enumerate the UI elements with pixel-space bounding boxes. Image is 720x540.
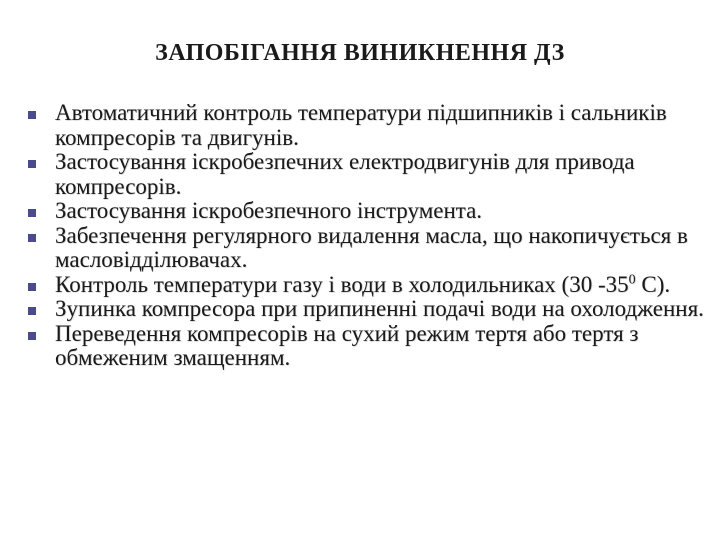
bullet-text-main: Контроль температури газу і води в холодильниках (30 -35 [55, 271, 629, 297]
degree-superscript: 0 [628, 271, 636, 287]
bullet-text: Автоматичний контроль температури підшипників і сальників компресорів та двигунів. [55, 100, 667, 150]
bullet-text-end: С). [635, 271, 671, 297]
square-bullet-icon [28, 111, 36, 119]
square-bullet-icon [28, 234, 36, 242]
bullet-text [55, 272, 670, 297]
square-bullet-icon [28, 209, 36, 217]
bullet-item [28, 224, 718, 273]
bullet-item [28, 297, 718, 322]
bullet-text: Зупинка компресора при припиненні подачі води на охолодження. [55, 296, 704, 321]
bullet-text: Переведення компресорів на сухий режим тертя або тертя з обмеженим змащенням. [55, 320, 639, 370]
bullet-text: Застосування іскробезпечних електродвигунів для привода компресорів. [55, 149, 635, 199]
slide-title: ЗАПОБІГАННЯ ВИНИКНЕННЯ ДЗ [155, 40, 565, 66]
bullet-text: Забезпечення регулярного видалення масла, що накопичується в масловідділювачах. [55, 222, 688, 272]
square-bullet-icon [28, 283, 36, 291]
bullet-text: Застосування іскробезпечного інструмента. [55, 198, 483, 223]
square-bullet-icon [28, 160, 36, 168]
bullet-item [28, 150, 718, 199]
square-bullet-icon [28, 307, 36, 315]
bullet-item [28, 101, 718, 150]
bullet-item [28, 322, 718, 371]
bullet-item [28, 199, 718, 224]
square-bullet-icon [28, 332, 36, 340]
bullet-list [28, 101, 718, 371]
bullet-item [28, 273, 718, 298]
